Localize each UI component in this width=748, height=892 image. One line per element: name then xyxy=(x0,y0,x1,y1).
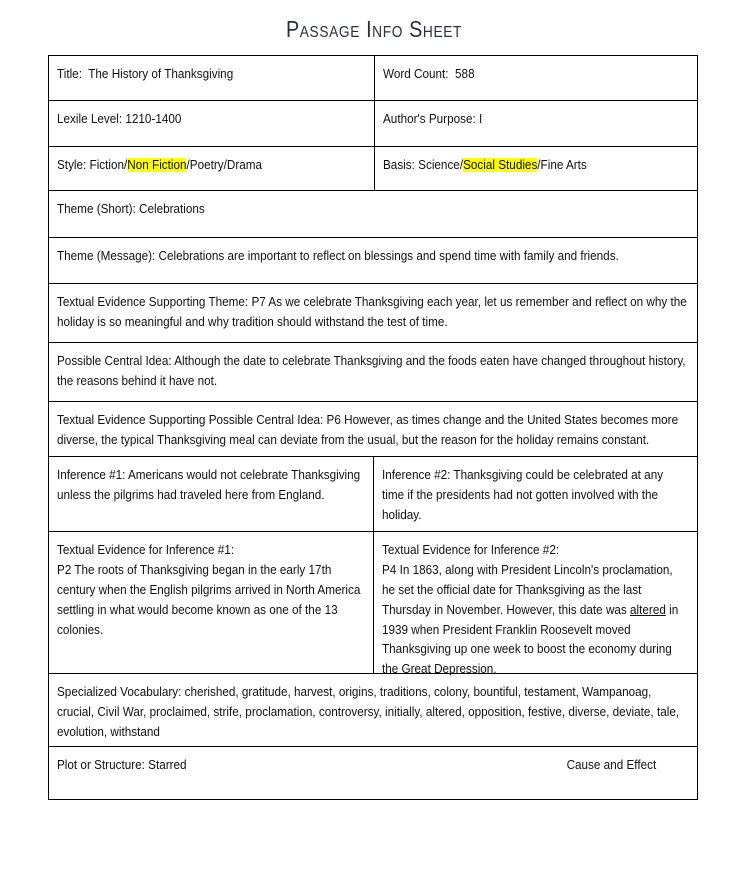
cell-specialized-vocabulary xyxy=(49,674,697,746)
style-prefix: Style: Fiction/ xyxy=(57,158,128,172)
textual-evidence-theme-text: Textual Evidence Supporting Theme: P7 As we celebrate Thanksgiving each year, let us remember and reflect on why the holiday is so meaningful and why tradition should withstand the test of time. xyxy=(57,295,687,329)
word-count-field-text xyxy=(383,65,688,85)
basis-prefix: Basis: Science/ xyxy=(383,158,464,172)
table-row-lexile-purpose xyxy=(49,101,697,147)
evidence-central-idea-text: Textual Evidence Supporting Possible Central Idea: P6 However, as times change and the United States becomes more diverse, the typical Thanksgiving meal can deviate from the usual, but the reason for the holiday remains constant. xyxy=(57,413,679,447)
plot-structure-primary: Plot or Structure: Starred xyxy=(57,758,187,772)
evidence-inference-2-part1: P4 In 1863, along with President Lincoln's proclamation, he set the official date for Thanksgiving as the last Thursday in November. However, this date was xyxy=(382,562,673,617)
plot-structure-inner xyxy=(57,756,688,776)
cell-word-count xyxy=(375,56,697,100)
possible-central-idea-text: Possible Central Idea: Although the date to celebrate Thanksgiving and the foods eaten have changed throughout history, the reasons behind it have not. xyxy=(57,354,686,388)
style-suffix: /Poetry/Drama xyxy=(186,158,263,172)
cell-evidence-inference-2 xyxy=(374,532,697,677)
evidence-inference-1-block xyxy=(57,541,364,640)
cell-plot-structure xyxy=(49,747,697,799)
theme-short-text: Theme (Short): Celebrations xyxy=(57,202,205,216)
cell-authors-purpose xyxy=(375,101,697,146)
table-row-inferences xyxy=(49,457,697,532)
evidence-inference-2-label: Textual Evidence for Inference #2: xyxy=(382,543,560,557)
evidence-inference-2-part2: in 1939 when President Franklin Roosevelt moved Thanksgiving up one week to boost the economy during the Great Depression. xyxy=(382,602,679,677)
cell-evidence-central-idea xyxy=(49,402,697,456)
authors-purpose-field-text xyxy=(383,110,688,130)
inference-2-text: Inference #2: Thanksgiving could be celebrated at any time if the presidents had not gotten involved with the holiday. xyxy=(382,468,664,522)
style-selected-highlight: Non Fiction xyxy=(127,158,187,172)
title-field-text xyxy=(57,65,365,85)
evidence-inference-1-label: Textual Evidence for Inference #1: xyxy=(57,543,235,557)
lexile-label: Lexile Level: xyxy=(57,112,123,126)
table-row-textual-evidence-theme xyxy=(49,284,697,343)
word-count-value: 588 xyxy=(455,67,475,81)
basis-suffix: /Fine Arts xyxy=(537,158,587,172)
cell-title xyxy=(49,56,375,100)
table-row-theme-short xyxy=(49,191,697,238)
table-row-title-wordcount xyxy=(49,56,697,101)
word-count-label: Word Count: xyxy=(383,67,449,81)
table-row-inference-evidence xyxy=(49,532,697,677)
table-row-theme-message xyxy=(49,238,697,284)
title-label: Title: xyxy=(57,67,82,81)
cell-lexile-level xyxy=(49,101,375,146)
cell-inference-2 xyxy=(374,457,697,531)
evidence-inference-1-value: P2 The roots of Thanksgiving began in the early 17th century when the English pilgrims arrived in North America settling in what would become known as one of the 13 colonies. xyxy=(57,562,361,637)
table-row-evidence-central-idea xyxy=(49,402,697,457)
cell-evidence-inference-1 xyxy=(49,532,374,673)
specialized-vocabulary-text: Specialized Vocabulary: cherished, gratitude, harvest, origins, traditions, colony, bountiful, testament, Wampanoag, crucial, Civil War, proclaimed, strife, proclamation, controversy, initially, altered, opposition, festive, diverse, deviate, tale, evolution, withstand xyxy=(57,685,680,739)
plot-structure-block xyxy=(57,756,688,776)
cell-basis xyxy=(375,147,697,190)
plot-structure-secondary: Cause and Effect xyxy=(566,758,657,772)
cell-possible-central-idea xyxy=(49,343,697,401)
cell-theme-short xyxy=(49,191,697,237)
cell-style xyxy=(49,147,375,190)
cell-textual-evidence-theme xyxy=(49,284,697,342)
evidence-inference-2-block xyxy=(382,541,688,680)
basis-field-text xyxy=(383,156,688,176)
table-row-specialized-vocabulary xyxy=(49,674,697,747)
table-row-style-basis xyxy=(49,147,697,191)
cell-theme-message xyxy=(49,238,697,283)
table-row-plot-structure xyxy=(49,747,697,800)
inference-1-text: Inference #1: Americans would not celebrate Thanksgiving unless the pilgrims had traveled here from England. xyxy=(57,468,361,502)
table-row-possible-central-idea xyxy=(49,343,697,402)
authors-purpose-label: Author's Purpose: xyxy=(383,112,476,126)
authors-purpose-value: I xyxy=(478,112,483,126)
page-title: Passage Info Sheet xyxy=(285,16,463,42)
cell-inference-1 xyxy=(49,457,374,531)
title-value: The History of Thanksgiving xyxy=(88,67,234,81)
style-field-text xyxy=(57,156,365,176)
basis-selected-highlight: Social Studies xyxy=(463,158,538,172)
lexile-value: 1210-1400 xyxy=(125,112,182,126)
lexile-field-text xyxy=(57,110,365,130)
theme-message-text: Theme (Message): Celebrations are important to reflect on blessings and spend time with family and friends. xyxy=(57,249,619,263)
passage-info-table xyxy=(48,55,698,800)
evidence-inference-2-underlined-word: altered xyxy=(630,602,666,617)
